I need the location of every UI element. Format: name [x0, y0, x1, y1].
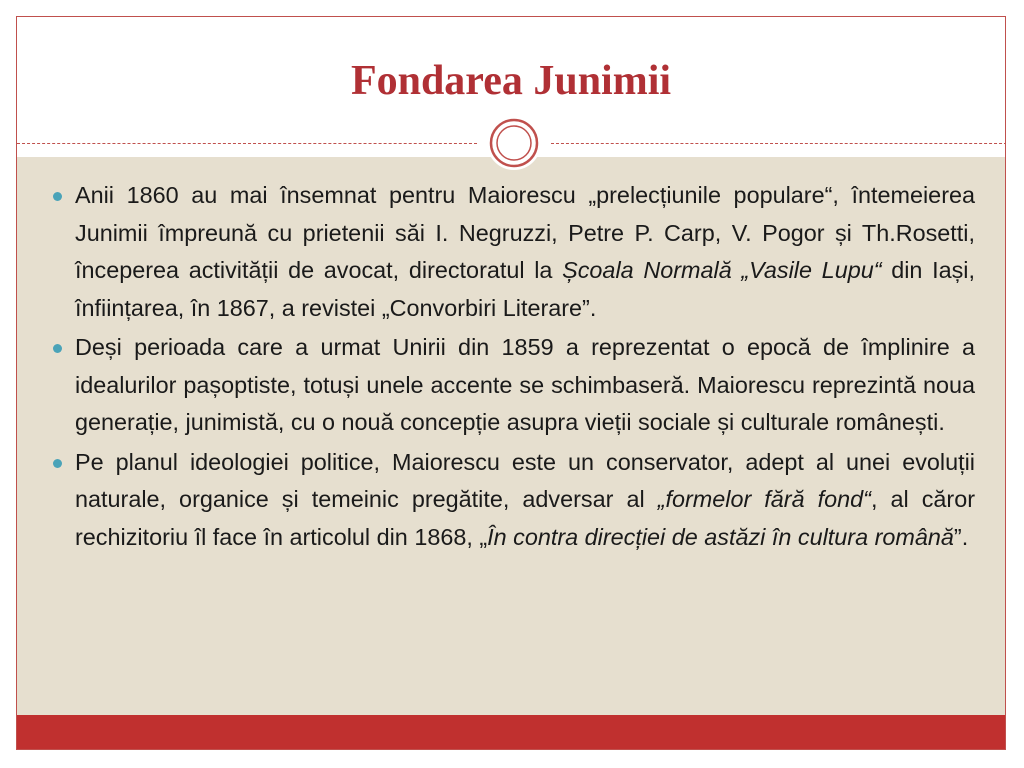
circle-ornament-icon: [486, 115, 542, 171]
bullet-text-part: , al căror rechizitoriu îl face în articolul din 1868, „: [75, 486, 976, 550]
bullet-text-part: din Iași, înființarea, în 1867, a revistei „Convorbiri Literare”.: [75, 257, 975, 321]
bullet-list: [53, 177, 975, 558]
bullet-text-part: ”.: [953, 523, 969, 550]
bullet-text-part: Deși perioada care a urmat Unirii din 1859 a reprezentat o epocă de împlinire a idealurilor pașoptiste, totuși unele accente se schimbaseră. Maiorescu reprezintă noua generație, junimistă, cu o nouă concepție asupra vieții sociale și culturale românești.: [75, 334, 975, 435]
bottom-accent-bar: [17, 715, 1005, 750]
bullet-text-italic: În contra direcției de astăzi în cultura română: [487, 523, 954, 550]
bullet-dot-icon: [53, 344, 62, 353]
bullet-text-italic: Școala Normală „Vasile Lupu“: [562, 257, 882, 283]
bullet-item: [53, 444, 975, 557]
slide-title: Fondarea Junimii: [350, 58, 672, 104]
bullet-dot-icon: [53, 192, 62, 201]
bullet-item: [53, 329, 975, 442]
title-divider-right: [551, 143, 1006, 144]
slide: [16, 16, 1006, 750]
bullet-dot-icon: [53, 459, 62, 468]
bullet-text-part: Anii 1860 au mai însemnat pentru Maiorescu „prelecțiunile populare“, întemeierea Junimii împreună cu prietenii săi I. Negruzzi, Petre P. Carp, V. Pogor și Th.Rosetti, începerea activității de avocat, directoratul la: [75, 182, 975, 283]
content-area: [17, 157, 1005, 715]
bullet-text-part: Pe planul ideologiei politice, Maiorescu este un conservator, adept al unei evoluții naturale, organice și temeinic pregătite, adversar al: [75, 448, 975, 512]
title-divider-left: [17, 143, 477, 144]
bullet-item: [53, 177, 975, 327]
bullet-text-italic: „formelor fără fond“: [657, 486, 871, 512]
